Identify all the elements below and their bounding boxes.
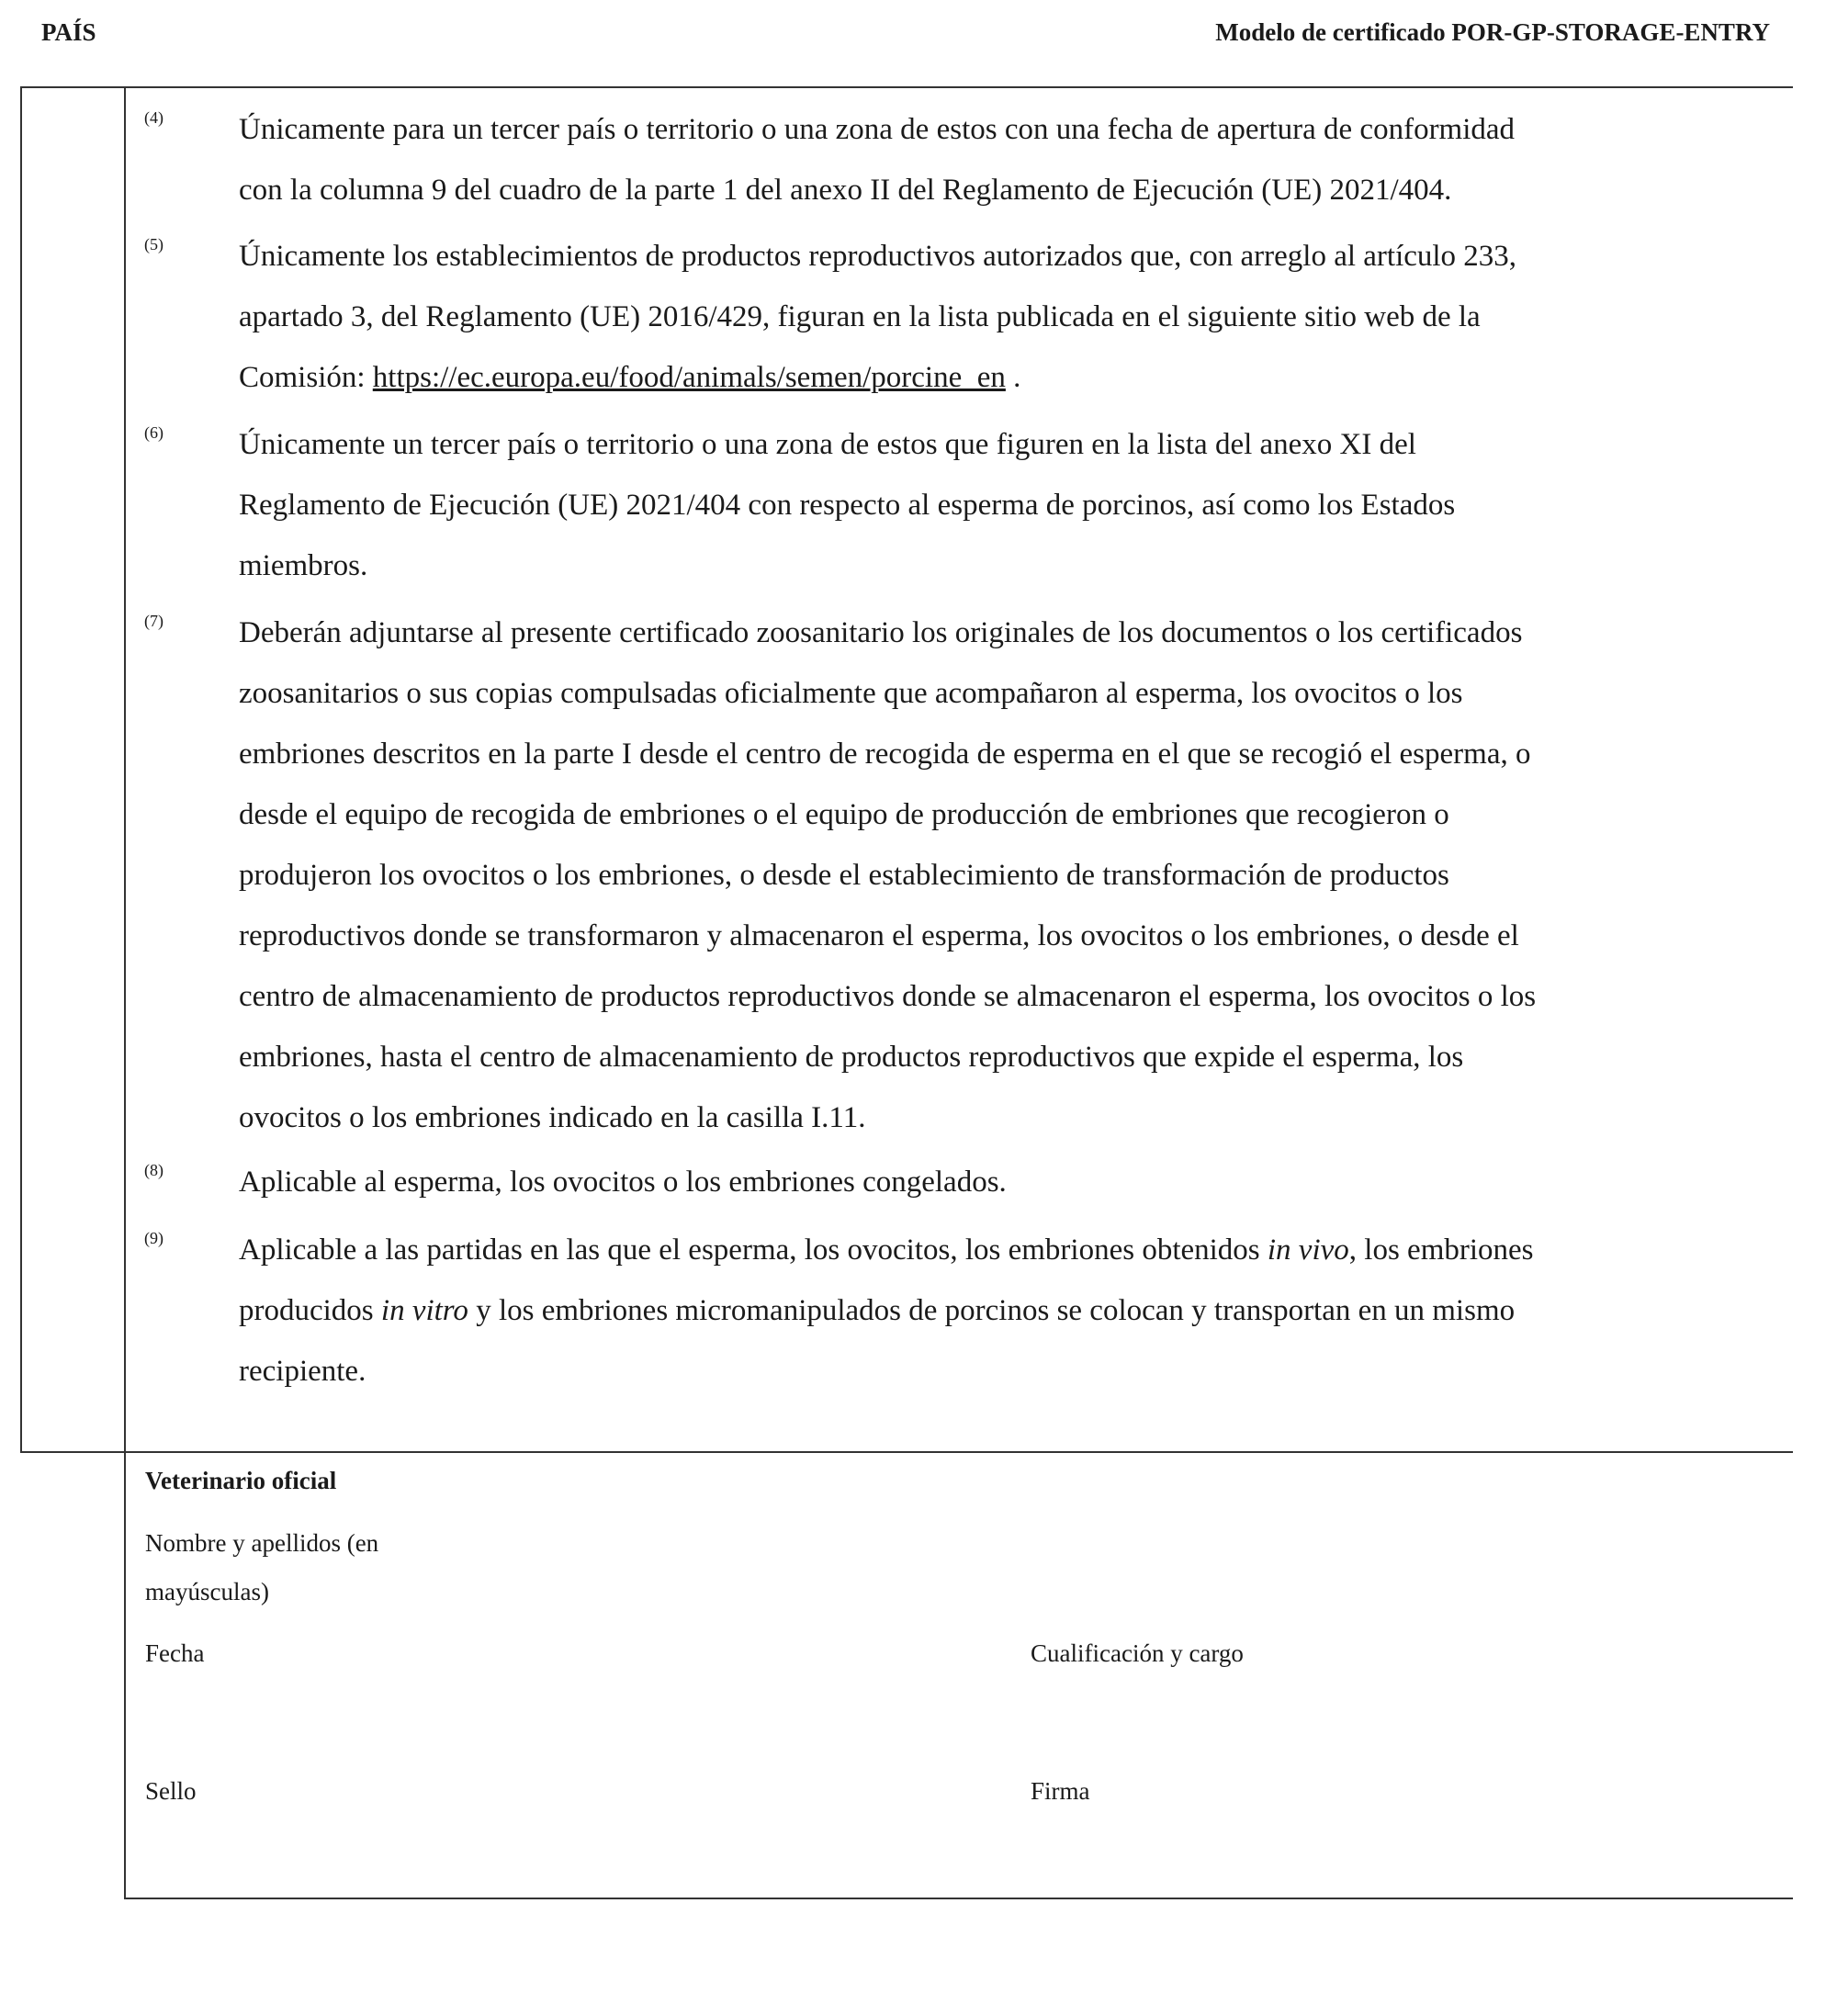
footnote-line: apartado 3, del Reglamento (UE) 2016/429, figuran en la lista publicada en el siguiente sitio web de la	[239, 300, 1481, 333]
footnote-number: (6)	[144, 423, 163, 442]
text-run: producidos	[239, 1294, 381, 1327]
footnote-text-prefix: Comisión:	[239, 361, 373, 394]
qualification-label: Cualificación y cargo	[1031, 1639, 1244, 1667]
footnote-line: con la columna 9 del cuadro de la parte 1 del anexo II del Reglamento de Ejecución (UE) 2021/404.	[239, 174, 1452, 207]
footnote-line: produjeron los ovocitos o los embriones, o desde el establecimiento de transformación de productos	[239, 859, 1449, 892]
text-run: Aplicable a las partidas en las que el esperma, los ovocitos, los embriones obtenidos	[239, 1233, 1268, 1267]
footnote-line: desde el equipo de recogida de embriones o el equipo de producción de embriones que recogieron o	[239, 798, 1449, 831]
text-run: , los embriones	[1348, 1233, 1534, 1267]
footnote-line: Únicamente un tercer país o territorio o una zona de estos que figuren en la lista del anexo XI del	[239, 428, 1416, 461]
footnote-text	[239, 226, 1782, 408]
footnote-line	[239, 347, 1782, 408]
footnote-line: Únicamente los establecimientos de productos reproductivos autorizados que, con arreglo al artículo 233,	[239, 240, 1517, 273]
footnote-line: embriones, hasta el centro de almacenamiento de productos reproductivos que expide el esperma, los	[239, 1041, 1464, 1074]
footnote-line: Aplicable al esperma, los ovocitos o los embriones congelados.	[239, 1166, 1007, 1199]
footnote-line: Únicamente para un tercer país o territorio o una zona de estos con una fecha de apertura de conformidad	[239, 113, 1516, 146]
footnote-number: (7)	[144, 612, 163, 630]
footnote-text	[239, 99, 1782, 220]
footnote-line: Reglamento de Ejecución (UE) 2021/404 con respecto al esperma de porcinos, así como los Estados	[239, 489, 1456, 522]
footnote-line: centro de almacenamiento de productos reproductivos donde se almacenaron el esperma, los ovocitos o los	[239, 980, 1537, 1013]
table-divider	[20, 1451, 1793, 1453]
certificate-model-header: Modelo de certificado POR-GP-STORAGE-ENTRY	[1215, 18, 1770, 46]
footnote-text	[239, 1152, 1782, 1212]
signature-label: Firma	[1031, 1777, 1090, 1805]
commission-website-link[interactable]: https://ec.europa.eu/food/animals/semen/porcine_en	[372, 361, 1006, 394]
footnote-line: miembros.	[239, 549, 368, 582]
footnote-number: (9)	[144, 1229, 163, 1247]
footnote-line: zoosanitarios o sus copias compulsadas oficialmente que acompañaron al esperma, los ovocitos o los	[239, 677, 1463, 710]
italic-term: in vitro	[380, 1294, 468, 1327]
stamp-label: Sello	[145, 1777, 197, 1805]
footnote-text	[239, 1220, 1782, 1402]
name-label-continued: mayúsculas)	[145, 1578, 269, 1605]
footnote-text	[239, 603, 1782, 1148]
footnote-line: embriones descritos en la parte I desde el centro de recogida de esperma en el que se recogió el esperma, o	[239, 738, 1531, 771]
footnote-text	[239, 414, 1782, 596]
text-run: y los embriones micromanipulados de porcinos se colocan y transportan en un mismo	[468, 1294, 1516, 1327]
footnote-number: (8)	[144, 1161, 163, 1179]
italic-term: in vivo	[1267, 1233, 1349, 1267]
footnote-number: (4)	[144, 108, 163, 127]
country-header: PAÍS	[41, 18, 96, 46]
name-label: Nombre y apellidos (en	[145, 1529, 379, 1557]
footnote-number: (5)	[144, 235, 163, 253]
table-bottom-border	[124, 1898, 1793, 1899]
table-left-border	[20, 86, 22, 1451]
footnote-line	[239, 1220, 1782, 1280]
table-top-border	[20, 86, 1793, 88]
footnote-line	[239, 1280, 1782, 1341]
footnote-line: Deberán adjuntarse al presente certificado zoosanitario los originales de los documentos o los certificados	[239, 616, 1523, 649]
date-label: Fecha	[145, 1639, 205, 1667]
footnote-line: ovocitos o los embriones indicado en la casilla I.11.	[239, 1101, 866, 1134]
official-veterinarian-title: Veterinario oficial	[145, 1467, 337, 1494]
footnote-text-suffix: .	[1005, 361, 1021, 394]
table-inner-border	[124, 86, 126, 1898]
footnote-line: reproductivos donde se transformaron y almacenaron el esperma, los ovocitos o los embriones, o desde el	[239, 919, 1519, 952]
footnote-line: recipiente.	[239, 1355, 366, 1388]
